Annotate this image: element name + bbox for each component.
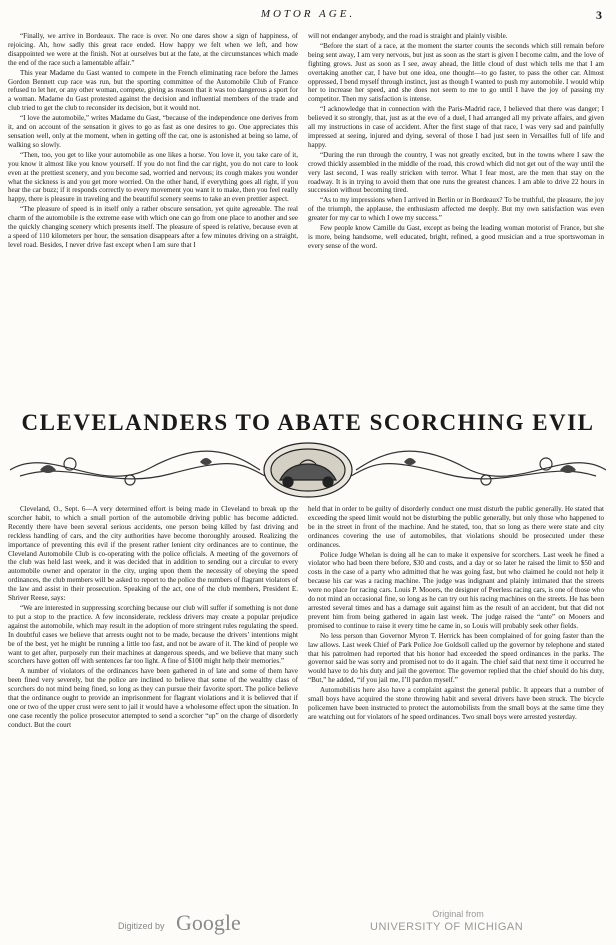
column-top-left	[8, 32, 298, 404]
paragraph: This year Madame du Gast wanted to compete in the French eliminating race before the James Gordon Bennett cup race was run, but the sporting committee of the Automobile Club of France refused to let her, or any other woman, compete, giving as reason that it was too dangerous a sport for a woman. Madame du Gast protested against the decision and influential members of the trade and club tried to get the club to reconsider its decision, but it would not.	[8, 68, 298, 113]
paragraph: “Before the start of a race, at the moment the starter counts the seconds which still remain before being sent away, I am very nervous, but just as soon as the start is given I become calm, and the love of fighting grows. Just as soon as I see, away ahead, the little cloud of dust which tells me that I am overtaking another car, I have but one idea, one thought—to go faster, to pass the other car. Almost oppressed, I bend myself through instinct, just as though I wanted to push my automobile. I would whip her to increase her speed, and she does not seem to me to go until I have the joy of passing my competitor. Then my satisfaction is intense.	[308, 41, 604, 104]
digitization-footer	[0, 905, 616, 943]
paragraph: “Then, too, you get to like your automobile as one likes a horse. You love it, you take care of it, you know it almost like you know yourself. If you do not find the car right, you do not care to look even at the prettiest scenery, and you become sad, worried and nervous; its cough makes you wonder what the sickness is and you get more worried. On the other hand, if everything goes all right, if you hear the car buzz; if it responds correctly to every movement you want it to make, then you feel really happy, there is pleasure in traveling and the beautiful scenery seems to take an even prettier aspect.	[8, 150, 298, 204]
paragraph: “The pleasure of speed is in itself only a rather obscure sensation, yet quite agreeable. The real charm of the automobile is the extreme ease with which one can go from one place to another and see the quickly changing scenery which presents itself. The pleasure of speed is relative, because even at a speed of 110 kilometers per hour, the sensation disappears after a few minutes driving on a straight, level road. Besides, I never drive fast except when I am sure that I	[8, 205, 298, 249]
page-header	[0, 6, 616, 30]
column-body-right	[308, 505, 604, 891]
paragraph: Automobilists here also have a complaint against the general public. It appears that a number of small boys have acquired the stone throwing habit and several drivers have been struck. The bicycle policemen have been instructed to protect the automobilists from the small boys at the same time they are watching out for violators of he speed ordinances. Two small boys were arrested yesterday.	[308, 686, 604, 721]
paragraph: “I love the automobile,” writes Madame du Gast, “because of the independence one derives from it, and on account of the sensation it gives to go as fast as one desires to go. One appreciates this sensation well, only at the moment, when in getting off the car, one is astonished at being so lame, of walking so slowly.	[8, 114, 298, 149]
paragraph: Few people know Camille du Gast, except as being the leading woman motorist of France, but she is more, being handsome, well educated, bright, refined, a good musician and a true sportswoman in every sense of the word.	[308, 224, 604, 250]
original-from-label: Original from	[432, 909, 484, 919]
paragraph: “I acknowledge that in connection with the Paris-Madrid race, I believed that there was danger; I believed it so strongly, that, just as at the eve of a duel, I had arranged all my private affairs, and given all my instructions in case of accident. After the first stage of that race, I was very sad and painfully impressed at seeing, injured and dying, several of those I had just seen in Versailles full of life and happy.	[308, 105, 604, 149]
google-logo: Google	[176, 910, 241, 935]
paragraph: Cleveland, O., Sept. 6—A very determined effort is being made in Cleveland to break up the scorcher habit, to which a small portion of the automobile driving public has become addicted. Recently there have been several serious accidents, one person being killed by fast driving and reckless handling of cars, and the city authorities have become thoroughly aroused. Realizing the importance of preventing this evil if the present rather lenient city ordinances are to continue, the Cleveland Automobile Club is co-operating with the police officials. A meeting of the governors of the club was held last week, and it was decided that in addition to sending out a circular to every automobile owner and operator in the city, urging upon them the necessity of obeying the speed ordinances, the club members will be asked to report to the police the numbers of flagrant violators of the law and assist in their prosecution. Speaking of the act, one of the club members, President E. Shriver Reese, says:	[8, 505, 298, 603]
decorative-banner-illustration	[10, 440, 606, 500]
column-top-right	[308, 32, 604, 404]
paragraph: will not endanger anybody, and the road is straight and plainly visible.	[308, 32, 508, 40]
paragraph: Police Judge Whelan is doing all he can to make it expensive for scorchers. Last week he fined a violator who had been there before, $30 and costs, and a day or so later he raised the limit to $50 and costs in the case of a party who admitted that he was going fast, but who claimed he could not help it because his car was a racing machine. The judge was indignant and plainly intimated that the streets were no place for racing cars. Louis P. Mooers, the designer of Peerless racing cars, is one of those who do not mind an occasional fine, so long as he can try out his racing machines on the streets. He has been arrested several times and has a damage suit against him as the result of an accident, but that did not prevent him from being gathered in again last week. The judge raised the “ante” on Mooers and promised to continue to raise it every time he came in, so Louis will probably seek other fields.	[308, 550, 604, 630]
article-headline: CLEVELANDERS TO ABATE SCORCHING EVIL	[21, 410, 595, 435]
paragraph: No less person than Governor Myron T. Herrick has been complained of for going faster than the law allows. Last week Chief of Park Police Joe Goldsoll called up the governor by telephone and stated that his patrolmen had reported that his honor had exceeded the speed ordinances in the parks. The governor said he was sorry and promised not to do it again. The chief said that next time it occurred he would have to do his duty and jail the governor. The governor replied that the chief should do his duty, “But,” he added, “if you jail me, I’ll pardon myself.”	[308, 631, 604, 685]
digitized-by-label: Digitized by	[118, 921, 165, 931]
paragraph: “During the run through the country, I was not greatly excited, but in the towns where I saw the crowd thickly assembled in the middle of the road, this crowd which did not get out of the way until the very last second, I was really stricken with terror. What I fear most, are the men that stay on the roadway. It is in trying to avoid them that one runs the greatest chances. I am able to drive 22 hours in succession without becoming tired.	[308, 150, 604, 195]
page-number: 3	[596, 8, 602, 22]
paragraph: “As to my impressions when I arrived in Berlin or in Bordeaux? To be truthful, the pleasure, the joy of the triumph, the applause, the enthusiasm affected me deeply. But my own satisfaction was even greater for my car to which I owe my success.”	[308, 196, 604, 223]
column-body-left	[8, 505, 298, 891]
paragraph: “Finally, we arrive in Bordeaux. The race is over. No one dares show a sign of happiness, of rejoicing. Ah, how sadly this great race ended. How happy we felt when we left, and how disappointed we were at the finish. Not at ourselves but at the fate, at the circumstances which made the end of the race such a lamentable affair.”	[8, 32, 298, 67]
paragraph: held that in order to be guilty of disorderly conduct one must disturb the public generally. He stated that exceeding the speed limit would not be disturbing the public generally, but only those who happened to be in the street in front of the machine. And he stated, too, that so long as there were state and city ordinances covering the use of automobiles, that violations should be prosecuted under these ordinances.	[308, 505, 604, 549]
paragraph: A number of violators of the ordinances have been gathered in of late and some of them have been fined very severely, but the police are inclined to believe that some of the wealthy class of scorchers do not mind being fined, so long as they can pursue their favorite sport. The police believe that the ordinance ought to provide an imprisonment for flagrant violations and it is believed that if one or two of the upper crust were sent to jail it would have a wholesome effect upon the situation. In one case recently the police prosecutor attempted to send a scorcher “up” on the charge of disorderly conduct. But the court	[8, 667, 298, 729]
central-medallion	[264, 443, 352, 497]
running-title: MOTOR AGE.	[260, 8, 356, 20]
paragraph: “We are interested in suppressing scorching because our club will suffer if something is not done to put a stop to the practice. A few inconsiderate, reckless drivers may create a popular prejudice against the automobile, which may result in the adoption of more stringent rules regulating the speed. In doubtful cases we believe that arrests ought not to be made, because the drivers’ intentions might be of the best, yet he might be running a little too fast, and not be aware of it. The kind of people we want to get after, purposely run their machines at dangerous speeds, and we believe that many such scorchers have gotten off with sentences far too light. A fine of $100 might help their memories.”	[8, 603, 298, 666]
university-label: UNIVERSITY OF MICHIGAN	[370, 921, 524, 933]
